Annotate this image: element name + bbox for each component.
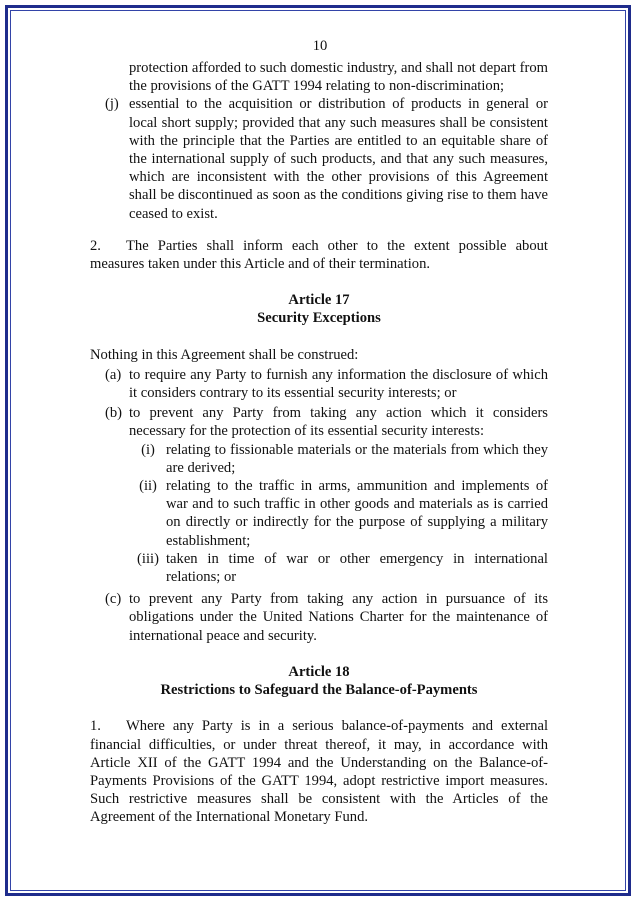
sub-item-label: (iii) xyxy=(137,550,159,567)
paragraph-number: 2. xyxy=(90,237,101,254)
paragraph-text: The Parties shall inform each other to the extent possible about measures taken under this Article and of their termination. xyxy=(90,237,548,273)
document-body xyxy=(90,59,548,827)
item-text: to prevent any Party from taking any action which it considers necessary for the protection of its essential security interests: xyxy=(129,405,548,440)
item-label: (j) xyxy=(105,96,119,113)
item-label: (b) xyxy=(105,405,123,422)
sub-item-text: taken in time of war or other emergency in international relations; or xyxy=(166,550,548,586)
article-number: Article 17 xyxy=(288,292,350,309)
article-18-paragraph-1 xyxy=(90,717,548,826)
list-item-b xyxy=(105,404,548,440)
item-text: to prevent any Party from taking any action in pursuance of its obligations under the United Nations Charter for the maintenance of international peace and security. xyxy=(129,591,548,644)
item-text: to require any Party to furnish any information the disclosure of which it considers contrary to its essential security interests; or xyxy=(129,366,548,402)
paragraph-number: 1. xyxy=(90,718,101,735)
page-number: 10 xyxy=(312,38,328,54)
item-label: (a) xyxy=(105,366,122,383)
article-title: Security Exceptions xyxy=(257,310,381,327)
sub-item-text: relating to fissionable materials or the materials from which they are derived; xyxy=(166,441,548,476)
sub-item-text: relating to the traffic in arms, ammunition and implements of war and to such traffic in other goods and materials as is carried on directly or indirectly for the purpose of supplying a military establishment; xyxy=(166,478,548,549)
article-17-intro: Nothing in this Agreement shall be construed: xyxy=(90,346,359,363)
list-item-c xyxy=(105,590,548,645)
paragraph-2 xyxy=(90,237,548,273)
sub-item-label: (i) xyxy=(141,441,155,458)
sub-item-label: (ii) xyxy=(139,478,157,495)
sub-item-ii xyxy=(130,477,548,550)
sub-item-i xyxy=(130,441,548,477)
paragraph-text: Where any Party is in a serious balance-of-payments and external financial difficulties, or under threat thereof, it may, in accordance with Article XII of the GATT 1994 and the Understanding on the Balance-of-Payments Provisions of the GATT 1994, adopt restrictive import measures. Such restrictive measures shall be consistent with the Articles of the Agreement of the International Monetary Fund. xyxy=(90,718,548,826)
article-18-heading xyxy=(90,663,548,699)
list-item-a xyxy=(105,366,548,402)
item-label: (c) xyxy=(105,591,122,608)
sub-item-iii xyxy=(130,550,548,586)
continuation-text: protection afforded to such domestic industry, and shall not depart from the provisions of the GATT 1994 relating to non-discrimination; xyxy=(129,60,548,95)
article-title: Restrictions to Safeguard the Balance-of-Payments xyxy=(160,682,478,699)
item-text: essential to the acquisition or distribution of products in general or local short supply; provided that any such measures shall be consistent with the principle that the Parties are entitled to an equitable share of the international supply of such products, and that any such measures, which are inconsistent with the other provisions of this Agreement shall be discontinued as soon as the conditions giving rise to them have ceased to exist. xyxy=(129,96,548,222)
article-17-heading xyxy=(90,291,548,327)
list-item-j xyxy=(90,95,548,222)
article-number: Article 18 xyxy=(288,663,350,680)
